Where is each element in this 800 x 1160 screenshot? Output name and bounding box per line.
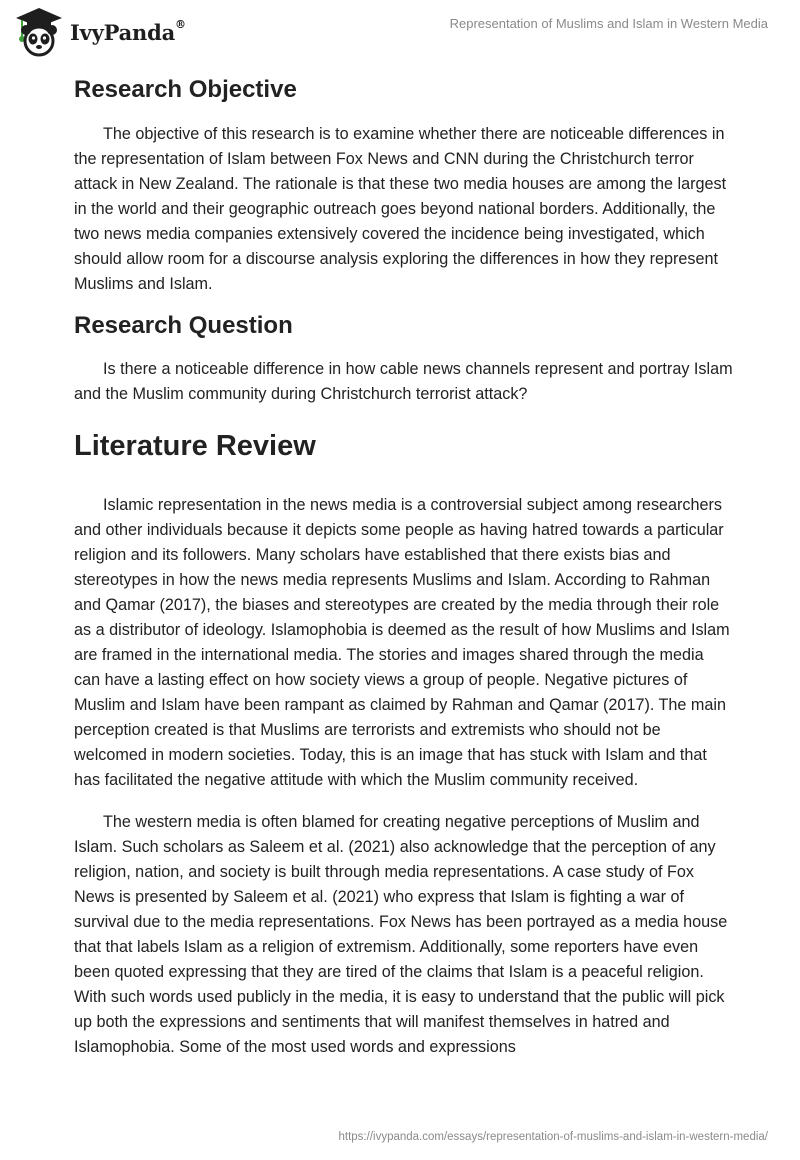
research-question-heading: Research Question: [74, 312, 293, 339]
ivypanda-logo[interactable]: [14, 6, 186, 58]
registered-mark: ®: [175, 17, 186, 31]
logo-wordmark: [70, 17, 186, 45]
source-url[interactable]: https://ivypanda.com/essays/representation-of-muslims-and-islam-in-western-media/: [338, 1131, 768, 1143]
running-title: Representation of Muslims and Islam in Western Media: [449, 16, 768, 31]
logo-name: IvyPanda: [70, 19, 176, 45]
literature-review-paragraph-2: The western media is often blamed for creating negative perceptions of Muslim and Islam. Such scholars as Saleem et al. (2021) also acknowledge that the perception of any religion, nation, and society is built through media representations. A case study of Fox News is presented by Saleem et al. (2021) who express that Islam is fighting a war of survival due to the media representations. Fox News has been portrayed as a media house that that labels Islam as a religion of extremism. Additionally, some reporters have even been quoted expressing that they are tired of the claims that Islam is a peaceful religion. With such words used publicly in the media, it is easy to understand that the public will pick up both the expressions and sentiments that will manifest themselves in hatred and Islamophobia. Some of the most used words and expressions: [74, 813, 728, 1056]
literature-review-heading: Literature Review: [74, 430, 316, 462]
research-objective-paragraph: The objective of this research is to examine whether there are noticeable differences in the representation of Islam between Fox News and CNN during the Christchurch terror attack in New Zealand. The rationale is that these two media houses are among the largest in the world and their geographic outreach goes beyond national borders. Additionally, the two news media companies extensively covered the incidence being investigated, which should allow room for a discourse analysis exploring the differences in how they represent Muslims and Islam.: [74, 125, 727, 293]
literature-review-paragraph-1: Islamic representation in the news media is a controversial subject among researchers and other individuals because it depicts some people as having hatred towards a particular religion and its followers. Many scholars have established that there exists bias and stereotypes in how the news media represents Muslims and Islam. According to Rahman and Qamar (2017), the biases and stereotypes are created by the media through their role as a distributor of ideology. Islamophobia is deemed as the result of how Muslims and Islam are framed in the international media. The stories and images shared through the media can have a lasting effect on how society views a group of people. Negative pictures of Muslim and Islam have been rampant as claimed by Rahman and Qamar (2017). The main perception created is that Muslims are terrorists and extremists who should not be welcomed in modern societies. Today, this is an image that has stuck with Islam and that has facilitated the negative attitude with which the Muslim community received.: [74, 496, 730, 789]
page-header: [0, 0, 800, 62]
research-question-paragraph: Is there a noticeable difference in how cable news channels represent and portray Islam and the Muslim community during Christchurch terrorist attack?: [74, 360, 733, 403]
research-objective-heading: Research Objective: [74, 76, 297, 103]
essay-content: [74, 70, 734, 1060]
panda-logo-icon: [14, 6, 64, 58]
